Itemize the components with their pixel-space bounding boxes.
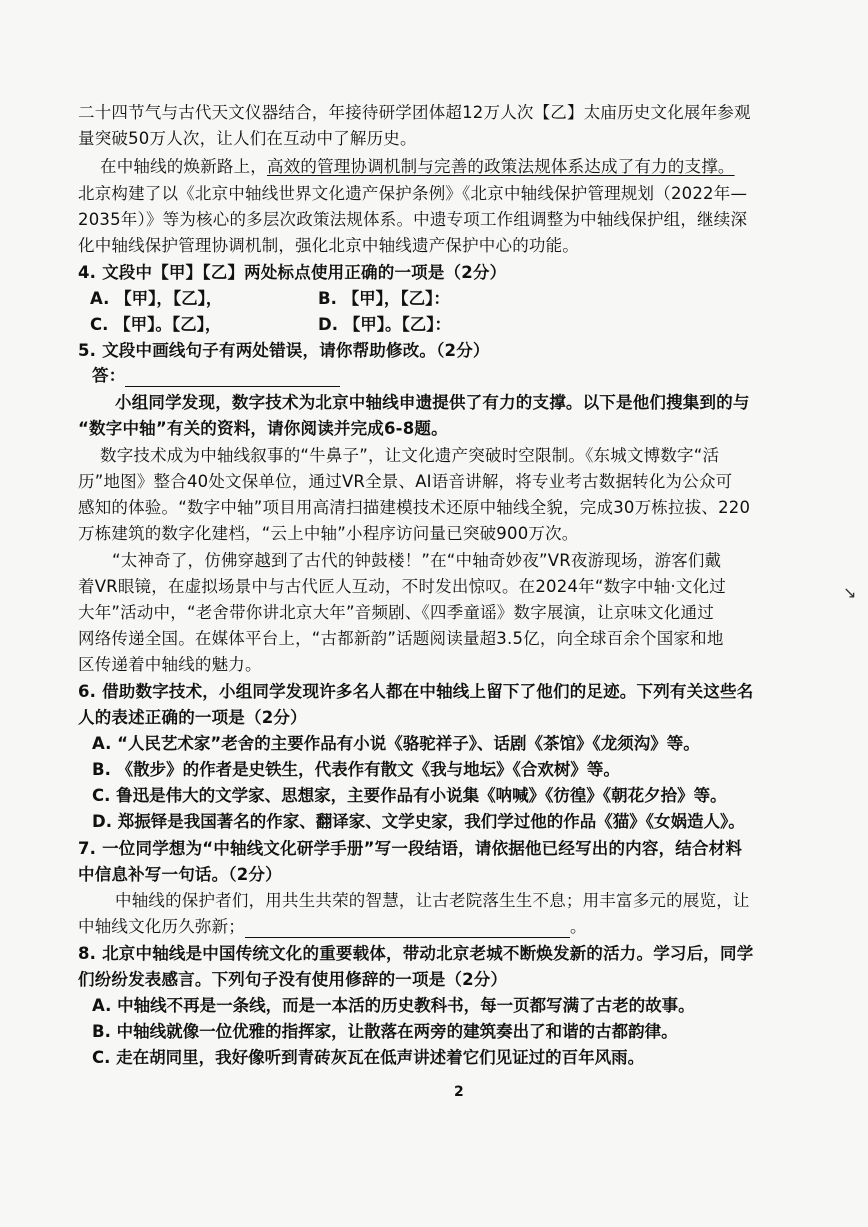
question-6-option-d: D. 郑振铎是我国著名的作家、翻译家、文学史家，我们学过他的作品《猫》《女娲造人》。 [92, 812, 745, 831]
material-line: “太神奇了，仿佛穿越到了古代的钟鼓楼！”在“中轴奇妙夜”VR夜游现场，游客们戴 [112, 551, 722, 570]
material-line: 万栋建筑的数字化建档，“云上中轴”小程序访问量已突破900万次。 [78, 524, 579, 543]
passage-line: 2035年）》等为核心的多层次政策法规体系。中遗专项工作组调整为中轴线保护组，继续深 [78, 210, 748, 229]
material-line: 感知的体验。“数字中轴”项目用高清扫描建模技术还原中轴线全貌，完成30万栋拉拔、220 [78, 498, 751, 517]
question-4-option-d: D. 【甲】。【乙】： [318, 315, 451, 334]
question-6-stem: 6. 借助数字技术，小组同学发现许多名人都在中轴线上留下了他们的足迹。下列有关这些名 [78, 682, 754, 701]
question-6-option-b: B. 《散步》的作者是史铁生，代表作有散文《我与地坛》《合欢树》等。 [92, 760, 620, 779]
question-7-text: 中轴线文化历久弥新； [78, 917, 245, 936]
page-number: 2 [454, 1084, 464, 1100]
passage-line: 北京构建了以《北京中轴线世界文化遗产保护条例》《北京中轴线保护管理规划（2022年— [78, 184, 748, 203]
question-5-stem: 5. 文段中画线句子有两处错误，请你帮助修改。（2分） [78, 341, 490, 360]
passage-line: 量突破50万人次，让人们在互动中了解历史。 [78, 129, 417, 148]
question-4-stem: 4. 文段中【甲】【乙】两处标点使用正确的一项是（2分） [78, 263, 507, 282]
question-8-option-a: A. 中轴线不再是一条线，而是一本活的历史教科书，每一页都写满了古老的故事。 [92, 996, 695, 1015]
answer-blank[interactable] [125, 368, 340, 387]
question-5-answer [92, 365, 340, 387]
question-7-body [78, 916, 587, 938]
passage-line [100, 156, 735, 178]
question-7-blank[interactable] [245, 919, 570, 938]
pen-mark: ↘ [843, 583, 857, 602]
material-line: 大年”活动中，“老舍带你讲北京大年”音频剧、《四季童谣》数字展演，让京味文化通过 [78, 603, 714, 622]
intro-line: 小组同学发现，数字技术为北京中轴线申遗提供了有力的支撑。以下是他们搜集到的与 [115, 393, 750, 412]
question-7-end: 。 [570, 917, 587, 936]
question-7-stem: 中信息补写一句话。（2分） [78, 865, 282, 884]
material-line: 网络传递全国。在媒体平台上，“古都新韵”话题阅读量超3.5亿，向全球百余个国家和地 [78, 629, 724, 648]
material-line: 区传递着中轴线的魅力。 [78, 655, 262, 674]
material-line: 数字技术成为中轴线叙事的“牛鼻子”，让文化遗产突破时空限制。《东城文博数字“活 [100, 446, 720, 465]
question-6-option-a: A. “人民艺术家”老舍的主要作品有小说《骆驼祥子》、话剧《茶馆》《龙须沟》等。 [92, 734, 700, 753]
passage-line: 化中轴线保护管理协调机制，强化北京中轴线遗产保护中心的功能。 [78, 236, 579, 255]
material-line: 着VR眼镜，在虚拟场景中与古代匠人互动，不时发出惊叹。在2024年“数字中轴·文化过 [78, 577, 726, 596]
question-6-stem: 人的表述正确的一项是（2分） [78, 708, 307, 727]
underlined-sentence: 高效的管理协调机制与完善的政策法规体系达成了有力的支撑。 [267, 157, 735, 176]
question-6-option-c: C. 鲁迅是伟大的文学家、思想家，主要作品有小说集《呐喊》《彷徨》《朝花夕拾》等。 [92, 786, 727, 805]
passage-line: 二十四节气与古代天文仪器结合，年接待研学团体超12万人次【乙】太庙历史文化展年参观 [78, 103, 751, 122]
material-line: 历”地图》整合40处文保单位，通过VR全景、AI语音讲解，将专业考古数据转化为公众可 [78, 472, 733, 491]
question-7-stem: 7. 一位同学想为“中轴线文化研学手册”写一段结语，请依据他已经写出的内容，结合材料 [78, 839, 743, 858]
question-8-stem: 们纷纷发表感言。下列句子没有使用修辞的一项是（2分） [78, 970, 508, 989]
question-8-option-c: C. 走在胡同里，我好像听到青砖灰瓦在低声讲述着它们见证过的百年风雨。 [92, 1048, 645, 1067]
question-4-option-c: C. 【甲】。【乙】， [90, 315, 222, 334]
question-8-option-b: B. 中轴线就像一位优雅的指挥家，让散落在两旁的建筑奏出了和谐的古都韵律。 [92, 1022, 678, 1041]
question-7-body: 中轴线的保护者们，用共生共荣的智慧，让古老院落生生不息；用丰富多元的展览，让 [115, 891, 750, 910]
question-4-option-a: A. 【甲】，【乙】， [90, 289, 223, 308]
intro-line: “数字中轴”有关的资料，请你阅读并完成6-8题。 [78, 419, 448, 438]
question-4-option-b: B. 【甲】，【乙】： [318, 289, 450, 308]
passage-text: 在中轴线的焕新路上， [100, 157, 267, 176]
answer-label: 答： [92, 366, 126, 385]
question-8-stem: 8. 北京中轴线是中国传统文化的重要载体，带动北京老城不断焕发新的活力。学习后，同学 [78, 944, 754, 963]
